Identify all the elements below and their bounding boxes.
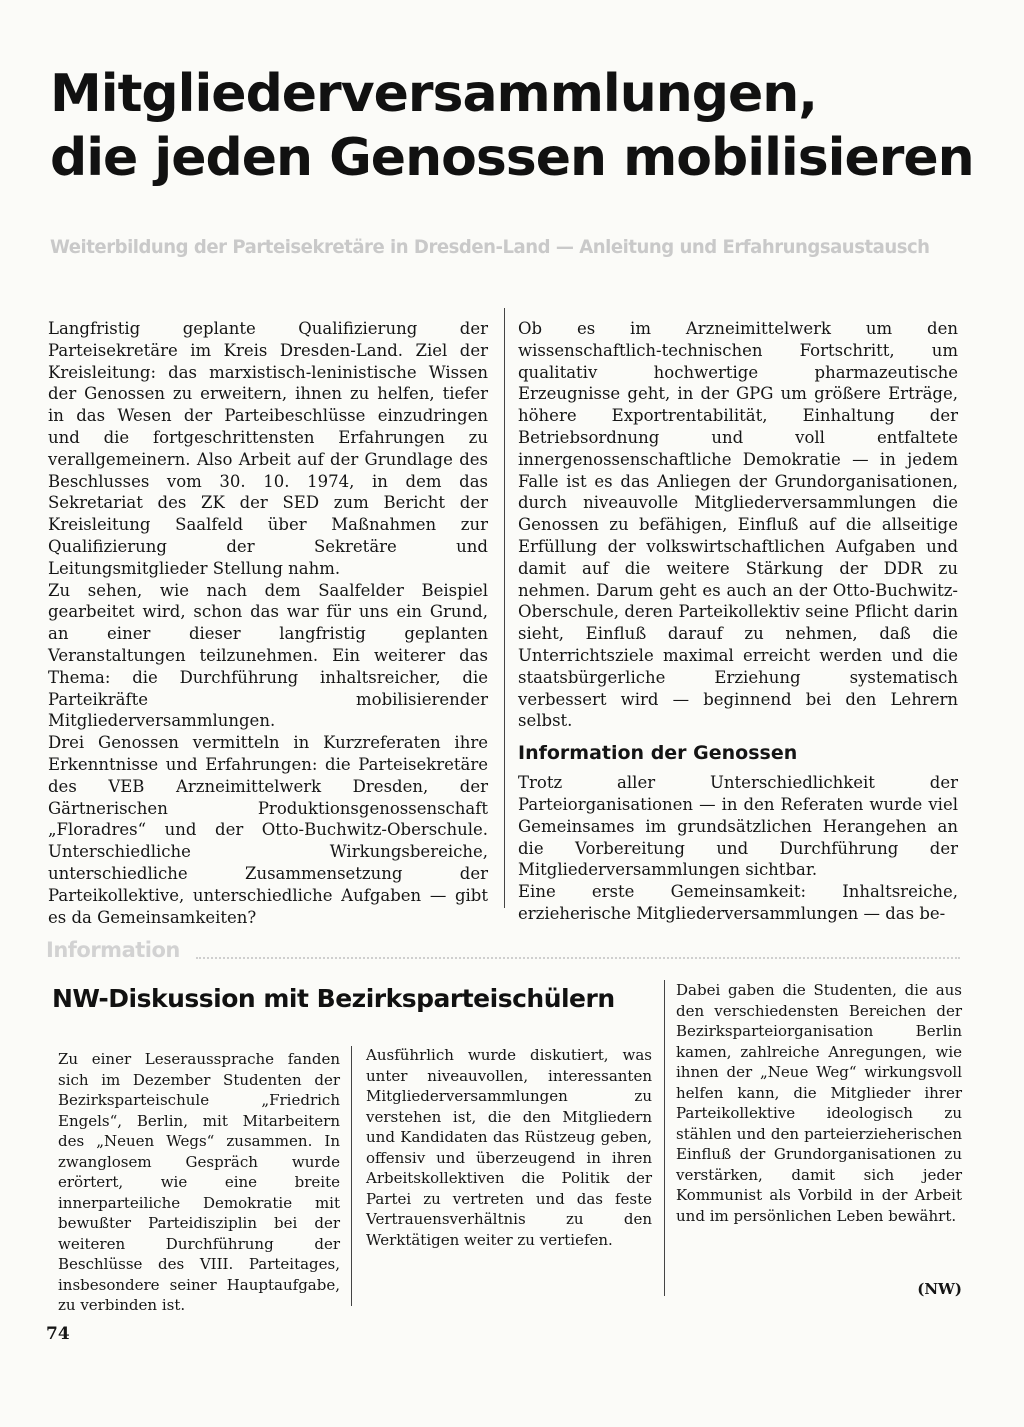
author-signature: (NW) xyxy=(917,1280,962,1298)
info-paragraph: Zu einer Leseraussprache fanden sich im Dezember Studenten der Bezirksparteischule „Friedrich Engels“, Berlin, mit Mitarbeitern des „Neuen Wegs“ zusammen. In zwanglosem Gespräch wurde erörtert, wie eine breite innerparteiliche Demokratie mit bewußter Parteidisziplin bei der weiteren Durchführung der Beschlüsse des VIII. Parteitages, insbesondere seiner Hauptaufgabe, zu verbinden ist. xyxy=(58,1050,340,1314)
body-paragraph: Ob es im Arzneimittelwerk um den wissenschaftlich-technischen Fortschritt, um qualitativ hochwertige pharmazeutische Erzeugnisse geht, in der GPG um größere Erträge, höhere Exportrentabilität, Einhaltung der Betriebsordnung und voll entfaltete innergenossenschaftliche Demokratie — in jedem Falle ist es das Anliegen der Grundorganisationen, durch niveauvolle Mitgliederversammlungen die Genossen zu befähigen, Einfluß auf die allseitige Erfüllung der volkswirtschaftlichen Aufgaben und damit auf die weitere Stärkung der DDR zu nehmen. Darum geht es auch an der Otto-Buchwitz-Oberschule, deren Parteikollektiv seine Pflicht darin sieht, Einfluß darauf zu nehmen, daß die Unterrichtsziele maximal erreicht werden und die staatsbürgerliche Erziehung systematisch verbessert wird — beginnend bei den Lehrern selbst. xyxy=(518,319,958,731)
column-divider xyxy=(664,980,665,1296)
column-divider xyxy=(351,1046,352,1306)
info-box-title: NW-Diskussion mit Bezirksparteischülern xyxy=(52,984,615,1013)
body-paragraph: Trotz aller Unterschiedlichkeit der Parteiorganisationen — in den Referaten wurde viel Gemeinsames im grundsätzlichen Herangehen an die Vorbereitung und Durchführung der Mitgliederversammlungen sichtbar. xyxy=(518,773,958,880)
column-divider xyxy=(504,308,505,908)
article-subtitle: Weiterbildung der Parteisekretäre in Dresden-Land — Anleitung und Erfahrungsaustausch xyxy=(50,236,930,258)
section-heading: Information der Genossen xyxy=(518,742,798,765)
body-paragraph: Eine erste Gemeinsamkeit: Inhaltsreiche, erzieherische Mitgliederversammlungen — das be- xyxy=(518,882,958,923)
info-kicker: Information xyxy=(46,938,180,962)
info-paragraph: Dabei gaben die Studenten, die aus den verschiedensten Bereichen der Bezirksparteiorganisation Berlin kamen, zahlreiche Anregungen, wie ihnen der „Neue Weg“ wirkungsvoll helfen kann, die Mitglieder ihrer Parteikollektive ideologisch zu stählen und den parteierzieherischen Einfluß der Grundorganisationen zu verstärken, damit sich jeder Kommunist als Vorbild in der Arbeit und im persönlichen Leben bewährt. xyxy=(676,981,962,1225)
body-paragraph: Langfristig geplante Qualifizierung der Parteisekretäre im Kreis Dresden-Land. Ziel der Kreisleitung: das marxistisch-leninistische Wissen der Genossen zu erweitern, ihnen zu helfen, tiefer in das Wesen der Parteibeschlüsse einzudringen und die fortgeschrittensten Erfahrungen zu verallgemeinern. Also Arbeit auf der Grundlage des Beschlusses vom 30. 10. 1974, in dem das Sekretariat des ZK der SED zum Bericht der Kreisleitung Saalfeld über Maßnahmen zur Qualifizierung der Sekretäre und Leitungsmitglieder Stellung nahm. xyxy=(48,319,488,578)
body-paragraph: Zu sehen, wie nach dem Saalfelder Beispiel gearbeitet wird, schon das war für uns ein Grund, an einer dieser langfristig geplanten Veranstaltungen teilzunehmen. Ein weiterer das Thema: die Durchführung inhaltsreicher, die Parteikräfte mobilisierender Mitgliederversammlungen. xyxy=(48,580,488,731)
info-column-1 xyxy=(58,1049,340,1316)
headline-line-2: die jeden Genossen mobilisieren xyxy=(50,128,974,188)
page-number: 74 xyxy=(46,1324,70,1344)
article-column-right xyxy=(518,318,958,925)
article-headline xyxy=(50,62,990,190)
article-column-left xyxy=(48,318,488,928)
headline-line-1: Mitgliederversammlungen, xyxy=(50,64,818,124)
body-paragraph: Drei Genossen vermitteln in Kurzreferaten ihre Erkenntnisse und Erfahrungen: die Parteisekretäre des VEB Arzneimittelwerk Dresden, der Gärtnerischen Produktionsgenossenschaft „Floradres“ und der Otto-Buchwitz-Oberschule. Unterschiedliche Wirkungsbereiche, unterschiedliche Zusammensetzung der Parteikollektive, unterschiedliche Aufgaben — gibt es da Gemeinsamkeiten? xyxy=(48,733,488,927)
info-column-2 xyxy=(366,1045,652,1250)
kicker-divider xyxy=(196,957,960,959)
info-column-3 xyxy=(676,980,962,1226)
info-paragraph: Ausführlich wurde diskutiert, was unter niveauvollen, interessanten Mitgliederversammlungen zu verstehen ist, die den Mitgliedern und Kandidaten das Rüstzeug geben, offensiv und überzeugend in ihren Arbeitskollektiven die Politik der Partei zu vertreten und das feste Vertrauensverhältnis zu den Werktätigen weiter zu vertiefen. xyxy=(366,1046,652,1249)
